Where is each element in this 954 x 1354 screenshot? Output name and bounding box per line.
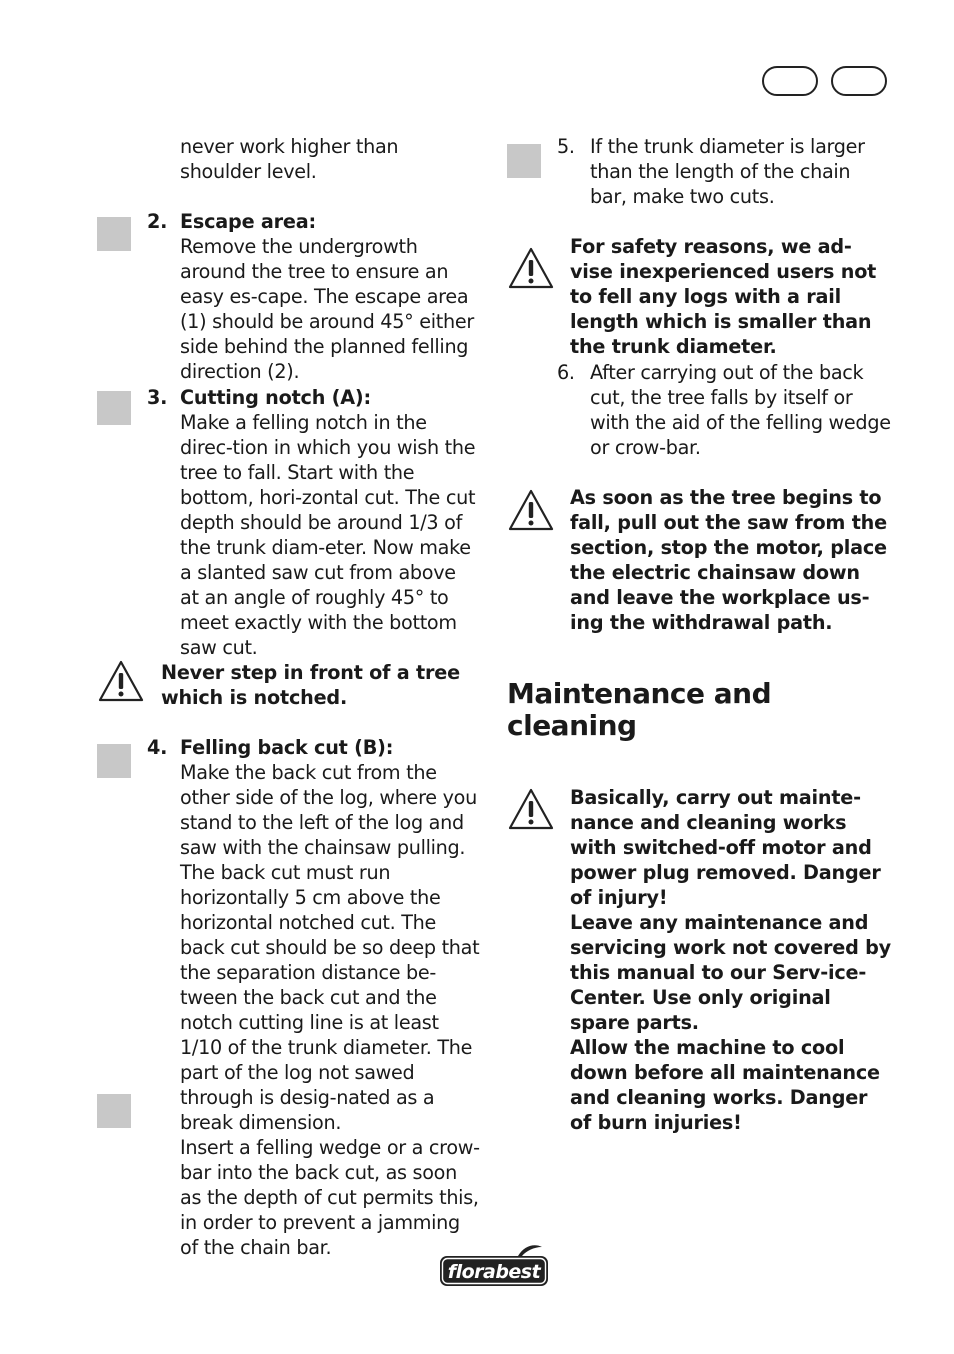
item-5-body: If the trunk diameter is larger than the length of the chain bar, make two cuts.	[590, 135, 865, 208]
warning-triangle-icon	[507, 488, 555, 532]
item-4-number: 4.	[147, 736, 168, 759]
language-badge-1	[762, 66, 818, 96]
warning-inexperienced-text: For safety reasons, we ad-vise inexperienced users not to fell any logs with a rail length which is smaller than the trunk diameter.	[570, 235, 877, 358]
gray-square-marker-icon	[97, 744, 131, 778]
warning-notched-text: Never step in front of a tree which is notched.	[161, 661, 460, 709]
gray-square-marker-icon	[507, 144, 541, 178]
maintenance-warning	[570, 785, 892, 1135]
intro-text: never work higher than shoulder level.	[180, 135, 399, 183]
item-2-title: Escape area:	[180, 210, 316, 233]
item-4-body-2: Insert a felling wedge or a crow-bar into the back cut, as soon as the depth of cut permits this, in order to prevent a jamming of the chain bar.	[180, 1136, 480, 1259]
item-3-title: Cutting notch (A):	[180, 386, 371, 409]
warning-triangle-icon	[97, 659, 145, 703]
warning-triangle-icon	[507, 787, 555, 831]
item-6-number: 6.	[557, 361, 575, 384]
item-6-body: After carrying out of the back cut, the tree falls by itself or with the aid of the felling wedge or crow-bar.	[590, 361, 891, 459]
maintenance-warning-1: Basically, carry out mainte-nance and cleaning works with switched-off motor and power plug removed. Danger of injury!	[570, 786, 881, 909]
item-2	[180, 209, 480, 384]
gray-square-marker-icon	[97, 391, 131, 425]
florabest-logo	[436, 1244, 552, 1290]
warning-triangle-icon	[507, 246, 555, 290]
gray-square-marker-icon	[97, 217, 131, 251]
item-4-title: Felling back cut (B):	[180, 736, 394, 759]
item-3	[180, 385, 480, 660]
item-2-body: Remove the undergrowth around the tree to ensure an easy es-cape. The escape area (1) should be around 45° either side behind the planned felling direction (2).	[180, 235, 474, 383]
item-4-body: Make the back cut from the other side of the log, where you stand to the left of the log and saw with the chainsaw pulling. The back cut must run horizontally 5 cm above the horizontal notched cut. The back cut should be so deep that the separation distance be-tween the back cut and the notch cutting line is at least 1/10 of the trunk diameter. The part of the log not sawed through is desig-nated as a break dimension.	[180, 761, 480, 1134]
item-3-number: 3.	[147, 386, 168, 409]
item-4	[180, 735, 482, 1260]
maintenance-warning-3: Allow the machine to cool down before all maintenance and cleaning works. Danger of burn injuries!	[570, 1036, 880, 1134]
item-5-number: 5.	[557, 135, 575, 158]
maintenance-warning-2: Leave any maintenance and servicing work not covered by this manual to our Serv-ice-Center. Use only original spare parts.	[570, 911, 891, 1034]
item-3-body: Make a felling notch in the direc-tion in which you wish the tree to fall. Start with the bottom, hori-zontal cut. The cut depth should be around 1/3 of the trunk diam-eter. Now make a slanted saw cut from above at an angle of roughly 45° to meet exactly with the bottom saw cut.	[180, 411, 476, 659]
item-2-number: 2.	[147, 210, 168, 233]
language-badge-2	[831, 66, 887, 96]
florabest-logo-icon	[436, 1244, 552, 1290]
gray-square-marker-icon	[97, 1094, 131, 1128]
logo-text: florabest	[447, 1261, 541, 1283]
warning-falls-text: As soon as the tree begins to fall, pull out the saw from the section, stop the motor, place the electric chainsaw down and leave the workplace us-ing the withdrawal path.	[570, 486, 887, 634]
section-heading: Maintenance and cleaning	[507, 677, 772, 742]
